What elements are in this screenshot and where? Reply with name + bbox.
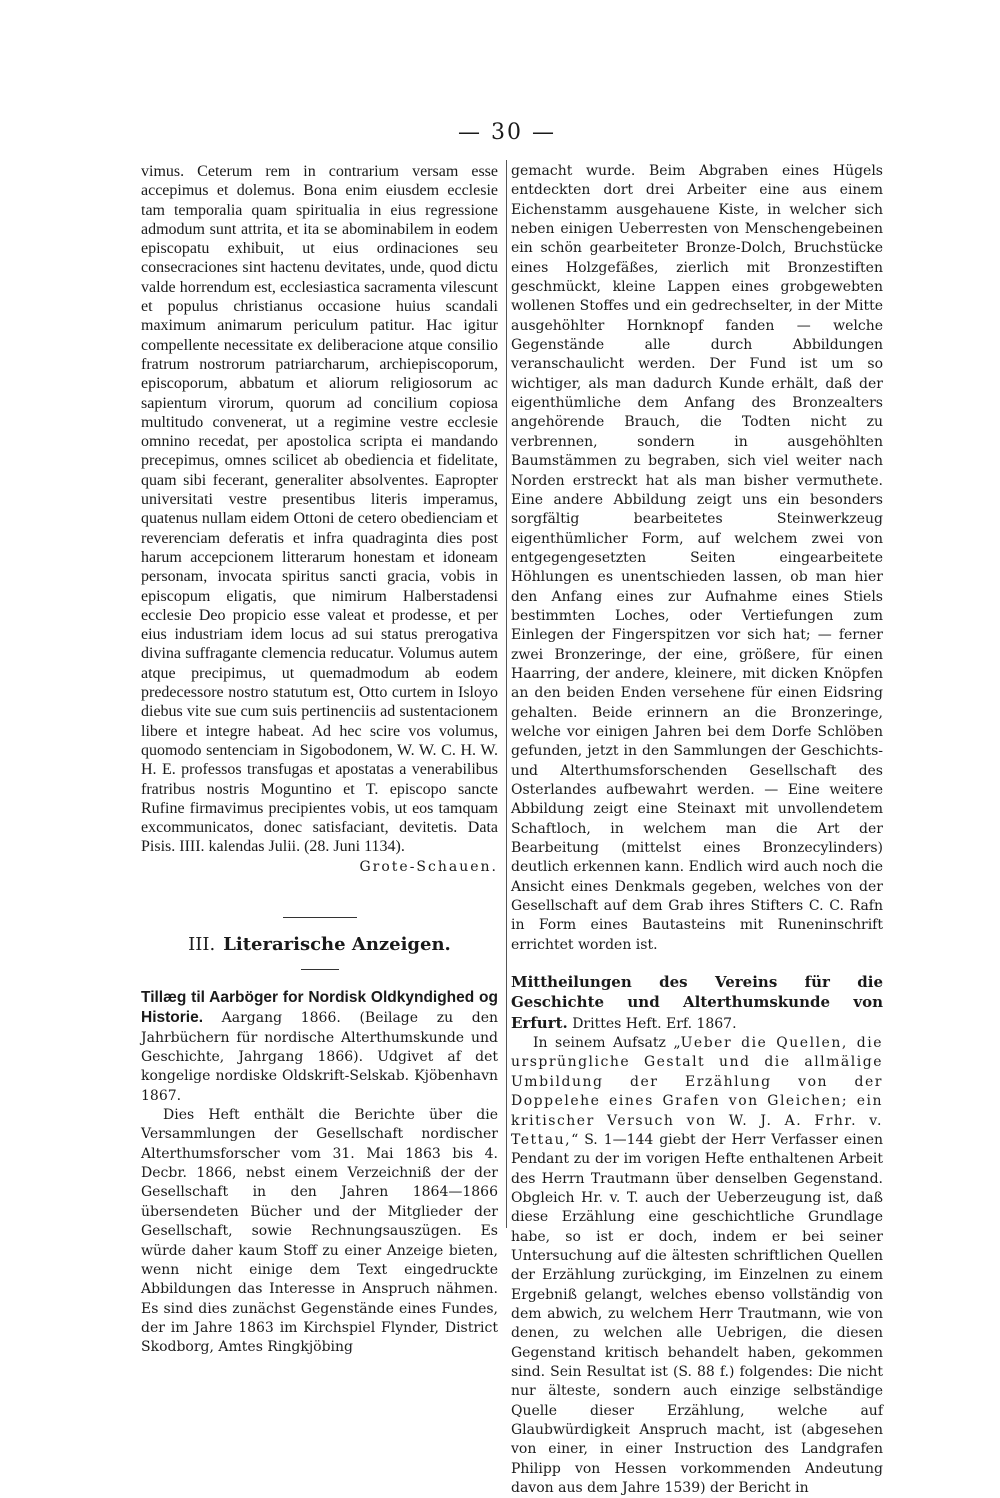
heading-divider xyxy=(301,969,339,970)
review-publication-info: Aargang 1866. (Beilage zu den Jahrbüchern für nordische Alterthumskunde und Geschichte, Jahrgang 1866). Udgivet af det kongelige nordiske Oldskrift-Selskab. Kjöbenhavn 1867. xyxy=(141,1010,498,1104)
review-intro: In seinem Aufsatz „ xyxy=(533,1035,681,1052)
review-body: Dies Heft enthält die Berichte über die Versammlungen der Gesellschaft nordischer Alterthumsforscher vom 31. Mai 1863 bis 4. Decbr. 1866, nebst einem Verzeichniß der der Gesellschaft in den Jahren 1864—1866 übersendeten Bücher und der Mitglieder der Gesellschaft, sowie Rechnungsauszügen. Es würde daher kaum Stoff zu einer Anzeige bieten, wenn nicht einige dem Text eingedruckte Abbildungen das Interesse in Anspruch nähmen. Es sind dies zunächst Gegenstände eines Fundes, der im Jahre 1863 im Kirchspiel Flynder, District Skodborg, Amtes Ringkjöbing xyxy=(141,1107,498,1356)
left-column xyxy=(141,162,498,1358)
review-text: “ S. 1—144 giebt der Herr Verfasser einen Pendant zu der im vorigen Hefte enthaltenen Arbeit des Herrn Trautmann über denselben Gegenstand. Obgleich Hr. v. T. auch der Ueberzeugung ist, daß diese Erzählung eine geschichtliche Grundlage habe, so ist er doch, indem er bei seiner Untersuchung auf die ältesten schriftlichen Quellen der Erzählung zurückging, im Einzelnen zu einem Ergebniß gelangt, welches ebenso vollständig von dem abwich, zu welchem Herr Trautmann, wie von denen, zu welchen alle Uebrigen, die diesen Gegenstand kritisch behandelt haben, gekommen sind. Sein Resultat ist (S. 88 f.) folgendes: Die nicht nur älteste, sondern auch einzige selbständige Quelle dieser Erzählung, welche auf Glaubwürdigkeit Anspruch macht, ist (abgesehen von einer, in einer Instruction des Landgrafen Philipp von Hessen vorkommenden Andeutung davon aus dem Jahre 1539) der Bericht in xyxy=(511,1131,883,1497)
review-entry-header xyxy=(511,973,883,1034)
right-column xyxy=(511,162,883,1498)
section-title: Literarische Anzeigen. xyxy=(223,934,451,956)
latin-document-text: vimus. Ceterum rem in contrarium versam esse accepimus et dolemus. Bona enim eiusdem ecclesie tam temporalia quam spiritualia in eius regressione admodum sunt attrita, et ita se abominabilem in eodem episcopatu exhibuit, ut eius ordinaciones seu consecraciones sint hactenu devitates, unde, quod dictu valde horrendum est, ecclesiastica sacramenta vilescunt et populus christianus occasione huius scandali maximum animarum periculum patitur. Hac igitur compellente necessitate ex deliberacione atque consilio fratrum nostrorum patriarcharum, archiepiscoporum, episcoporum, abbatum et aliorum religiosorum ac sapientum virorum, quorum ad concilium copiosa multitudo convenerat, ut a regimine vestre ecclesie omnino recedat, per apostolica scripta ei mandando precepimus, omnes scilicet ab obediencia et fidelitate, quam sibi fecerant, generaliter absolventes. Eapropter universitati vestre presentibus literis imperamus, quatenus nullam eidem Ottoni de cetero obedienciam et reverenciam deferatis et infra quadraginta dies post harum accepcionem litterarum honestam et idoneam personam, invocata spiritus sancti gracia, vobis in episcopum eligatis, que nimirum Halberstadensi ecclesie Deo propicio esse valeat et prodesse, et per eius industriam idem locus ad sui status prerogativa divina suffragante clemencia reducatur. Volumus autem atque precipimus, ut quemadmodum ab eodem predecessore nostro statutum est, Otto curtem in Isloyo diebus vite sue cum suis pertinenciis ad sustentacionem libere et integre habeat. Ad hec scire vos volumus, quomodo sentenciam in Sigobodonem, W. W. C. H. W. H. E. professos transfugas et apostatas a venerabilibus fratribus nostris Moguntino et T. episcopo sancte Rufine firmavimus precipientes vobis, ut eos tamquam excommunicatos, donec satisfaciant, devitetis. Data Pisis. IIII. kalendas Julii. (28. Juni 1134). xyxy=(141,163,498,856)
author-signature: Grote-Schauen. xyxy=(359,858,498,875)
article-title: Ueber die Quellen, die ursprüngliche Gestalt und die allmälige Umbildung der Erzählung von der Doppelehe eines Grafen von Gleichen; ein kritischer Versuch von W. J. A. Frhr. v. Tettau, xyxy=(511,1035,883,1148)
section-number: III. xyxy=(188,934,216,956)
review-body xyxy=(511,1034,883,1498)
review-entry-header xyxy=(141,988,498,1106)
review-publication-info: Drittes Heft. Erf. 1867. xyxy=(567,1015,737,1032)
review-title: Mittheilungen des Vereins für die Geschichte und Alterthumskunde von Erfurt. xyxy=(511,973,883,1032)
section-divider xyxy=(283,917,357,918)
review-title: Tillæg til Aarböger for Nordisk Oldkyndighed og Historie. xyxy=(141,989,498,1027)
page-number: — 30 — xyxy=(458,120,556,145)
section-heading xyxy=(141,934,498,955)
review-body-continued: gemacht wurde. Beim Abgraben eines Hügels entdeckten dort drei Arbeiter eine aus einem Eichenstamm ausgehauene Kiste, in welcher sich neben einigen Ueberresten von Menschengebeinen ein schön gearbeiteter Bronze-Dolch, Bruchstücke eines Holzgefäßes, zierlich mit Bronzestiften geschmückt, kleine Lappen eines grobgewebten wollenen Stoffes und ein gedrechselter, in der Mitte ausgehöhlter Hornknopf fanden — welche Gegenstände alle durch Abbildungen veranschaulicht werden. Der Fund ist um so wichtiger, als man dadurch Kunde erhält, daß der eigenthümliche dem Anfang des Bronzealters angehörende Brauch, die Todten nicht zu verbrennen, sondern in ausgehöhlten Baumstämmen zu begraben, sich viel weiter nach Norden erstreckt hat als man bisher vermuthete. Eine andere Abbildung zeigt uns ein besonders sorgfältig bearbeitetes Steinwerkzeug eigenthümlicher Form, auf welchem zwei von entgegengesetzten Seiten eingearbeitete Höhlungen es unentschieden lassen, ob man hier den Anfang eines zur Aufnahme eines Stiels bestimmten Loches, oder Vertiefungen zum Einlegen der Fingerspitzen vor sich hat; — ferner zwei Bronzeringe, der eine, größere, für einen Haarring, der andere, kleinere, mit dicken Knöpfen an den beiden Enden versehene für einen Eidsring gehalten. Beide erinnern an die Bronzeringe, welche vor einigen Jahren bei dem Dorfe Schlöben gefunden, jetzt in den Sammlungen der Geschichts- und Alterthumsforschenden Gesellschaft des Osterlandes aufbewahrt werden. — Eine weitere Abbildung zeigt eine Steinaxt mit unvollendetem Schaftloch, in welchem man die Art der Bearbeitung (mittelst eines Bronzecylinders) deutlich erkennen kann. Endlich wird auch noch die Ansicht eines Denkmals gegeben, welches von der Gesellschaft auf dem Grab ihres Stifters C. C. Rafn in Form eines Bautasteins mit Runeninschrift errichtet worden ist. xyxy=(511,163,883,953)
column-divider xyxy=(506,160,507,1228)
